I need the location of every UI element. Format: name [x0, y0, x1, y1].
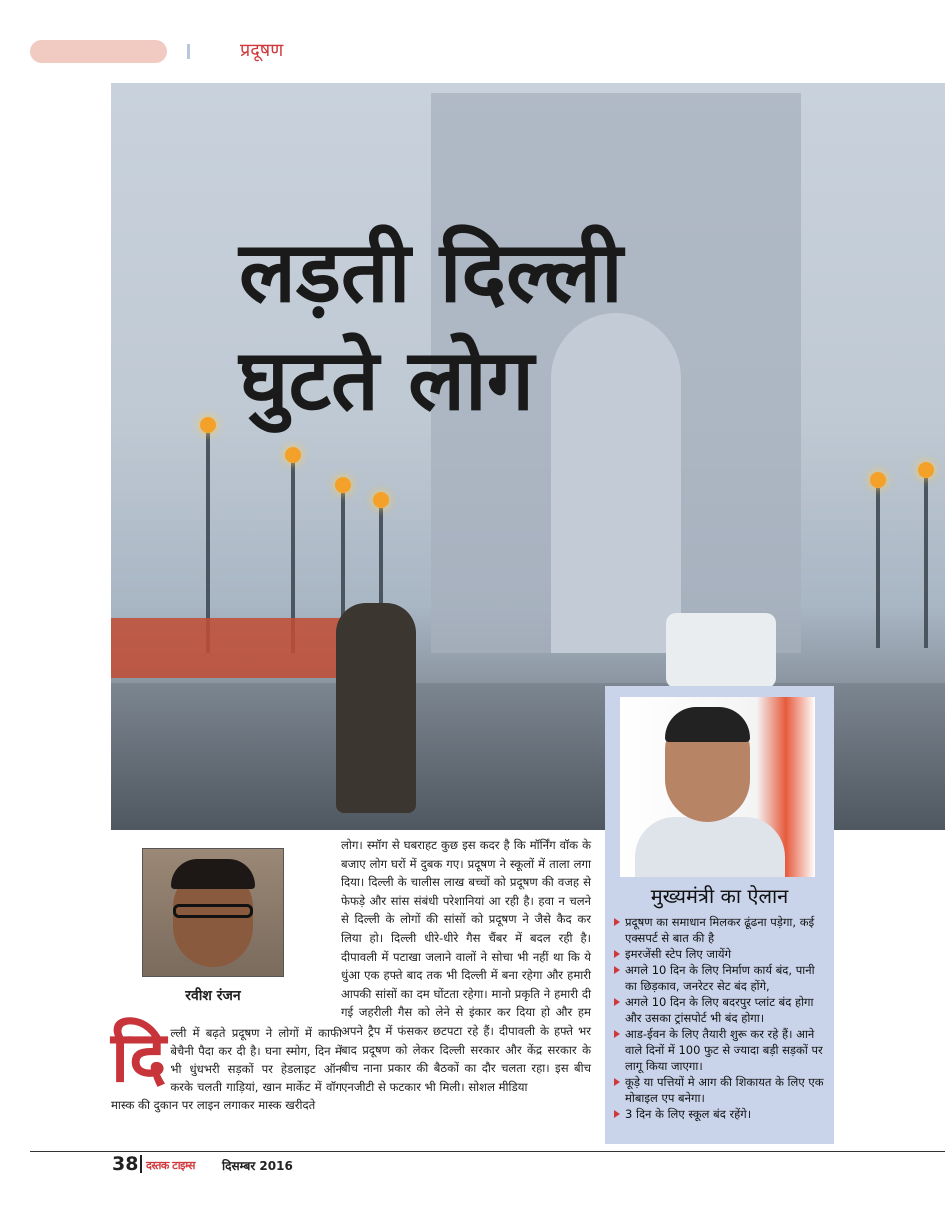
list-item: प्रदूषण का समाधान मिलकर ढूंढना पड़ेगा, कई एक्सपर्ट से बात की है: [613, 914, 828, 946]
magazine-logo: दस्तक टाइम्स: [146, 1159, 195, 1172]
header-divider: [187, 44, 190, 59]
article-column-1: [111, 1016, 342, 1114]
author-name: रवीश रंजन: [185, 988, 241, 1004]
footer-divider: [140, 1155, 142, 1173]
header-pill: [30, 40, 167, 63]
article-column-2: लोग। स्मॉग से घबराहट कुछ इस कदर है कि मॉर्निंग वॉक के बजाए लोग घरों में दुबक गए। प्रदूषण ने स्कूलों में ताला लगा दिया। दिल्ली के चालीस लाख बच्चों को प्रदूषण की वजह से फेफड़े और सांस संबंधी परेशानियां आ रही है। हवा न चलने से दिल्ली के लोगों की सांसों को प्रदूषण ने जैसे कैद कर लिया हो। दिल्ली धीरे-धीरे गैस चैंबर में बदल रही है। दीपावली में पटाखा जलाने वालों ने सोचा भी नहीं था कि ये धुंआ एक हफ्ते बाद तक भी दिल्ली में बना रहेगा और हमारी आपकी सांसों का दम घोंटता रहेगा। मानो प्रकृति ने हमारी दी गई जहरीली गैस को लेने से इंकार कर दिया हो और हम अपने ट्रैप में फंसकर छटपटा रहे हैं। दीपावली के हफ्ते भर बाद प्रदूषण को लेकर दिल्ली सरकार और केंद्र सरकार के बीच नाना प्रकार की बैठकों का दौर चलता रहा। इस बीच एनजीटी से फटकार भी मिली। सोशल मीडिया: [341, 838, 591, 1094]
cm-hair: [665, 707, 750, 742]
author-photo: [142, 848, 284, 977]
list-item: अगले 10 दिन के लिए बदरपुर प्लांट बंद होगा और उसका ट्रांसपोर्ट भी बंद होगा।: [613, 994, 828, 1026]
headline-line1: लड़ती दिल्ली: [239, 223, 623, 321]
headline-line2: घुटते लोग: [239, 331, 535, 429]
street-lamp: [876, 488, 880, 648]
issue-date: दिसम्बर 2016: [222, 1159, 293, 1173]
cm-announcement-box: [605, 686, 834, 1144]
page-number: 38: [112, 1153, 139, 1175]
column-1-text: ल्ली में बढ़ते प्रदूषण ने लोगों में काफी बेचैनी पैदा कर दी है। घना स्मोग, दिन में भी धुंधभरी सड़कों पर हेडलाइट ऑन करके चलती गाड़ियां, खान मार्केट में वॉग मास्क की दुकान पर लाइन लगाकर मास्क खरीदते: [111, 1026, 342, 1112]
list-item: इमरजेंसी स्टेप लिए जायेंगे: [613, 946, 828, 962]
cm-photo: [620, 697, 815, 877]
list-item: कूड़े या पत्तियों मे आग की शिकायत के लिए एक मोबाइल एप बनेगा।: [613, 1074, 828, 1106]
author-glasses: [173, 904, 253, 918]
cm-body: [635, 817, 785, 877]
drop-cap: दि: [111, 1016, 167, 1098]
section-label: प्रदूषण: [240, 40, 284, 61]
headline: [239, 218, 623, 434]
motorcycle-rider: [336, 603, 416, 813]
announcement-list: [613, 914, 828, 1122]
box-title: मुख्यमंत्री का ऐलान: [650, 884, 789, 908]
list-item: आड-ईवन के लिए तैयारी शुरू कर रहे हैं। आने वाले दिनों में 100 फुट से ज्यादा बड़ी सड़कों पर लागू किया जाएगा।: [613, 1026, 828, 1074]
car: [666, 613, 776, 688]
author-hair: [171, 859, 255, 889]
footer-rule: [30, 1151, 945, 1152]
barrier: [111, 618, 341, 678]
list-item: अगले 10 दिन के लिए निर्माण कार्य बंद, पानी का छिड़काव, जनरेटर सेट बंद होंगे,: [613, 962, 828, 994]
street-lamp: [924, 478, 928, 648]
list-item: 3 दिन के लिए स्कूल बंद रहेंगे।: [613, 1106, 828, 1122]
